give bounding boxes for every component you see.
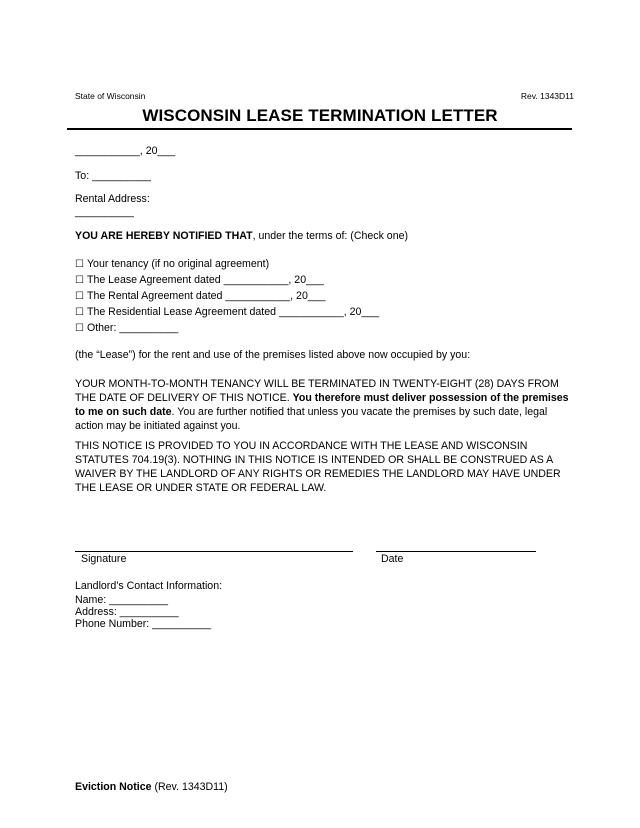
contact-heading: Landlord’s Contact Information:: [75, 580, 223, 592]
notice-intro-bold: YOU ARE HEREBY NOTIFIED THAT: [75, 230, 253, 242]
contact-phone: Phone Number: __________: [75, 618, 212, 630]
rental-address-label: Rental Address:: [75, 193, 150, 205]
contact-address: Address: __________: [75, 606, 179, 618]
footer-bold: Eviction Notice: [75, 781, 152, 793]
rental-address-blank: __________: [75, 206, 134, 218]
option-label: The Residential Lease Agreement dated ___________, 20___: [86, 306, 380, 318]
option-label: Other: __________: [86, 322, 179, 334]
date-label: Date: [381, 553, 404, 565]
state-label: State of Wisconsin: [75, 91, 146, 101]
option-lease-agreement[interactable]: [75, 274, 324, 287]
termination-paragraph: [75, 377, 575, 433]
statute-paragraph: THIS NOTICE IS PROVIDED TO YOU IN ACCORDANCE WITH THE LEASE AND WISCONSIN STATUTES 704.19(3). NOTHING IN THIS NOTICE IS INTENDED OR SHALL BE CONSTRUED AS A WAIVER BY THE LANDLORD OF ANY RIGHTS OR REMEDIES THE LANDLORD MAY HAVE UNDER THE LEASE OR UNDER STATE OR FEDERAL LAW.: [75, 440, 561, 494]
option-label: Your tenancy (if no original agreement): [86, 258, 270, 270]
termination-text-1: YOUR MONTH-TO-MONTH TENANCY WILL BE TERMINATED IN TWENTY-EIGHT (28) DAYS FROM THE DATE OF DELIVERY OF THIS NOTICE.: [75, 378, 559, 404]
checkbox-icon[interactable]: ☐: [75, 307, 84, 318]
option-other[interactable]: [75, 322, 178, 335]
notice-intro: [75, 230, 408, 243]
signature-label: Signature: [81, 553, 127, 565]
option-tenancy[interactable]: [75, 258, 269, 271]
option-label: The Lease Agreement dated ___________, 20___: [86, 274, 324, 286]
document-title: WISCONSIN LEASE TERMINATION LETTER: [142, 106, 498, 125]
footer-rest: (Rev. 1343D11): [151, 781, 228, 793]
date-line-rule: [376, 551, 536, 552]
option-label: The Rental Agreement dated ___________, 20___: [86, 290, 326, 302]
notice-intro-rest: , under the terms of: (Check one): [252, 230, 409, 242]
checkbox-icon[interactable]: ☐: [75, 323, 84, 334]
option-residential-lease[interactable]: [75, 306, 379, 319]
termination-text-bold: You therefore must deliver possession of the premises to me on such date: [75, 392, 569, 418]
termination-text-2: . You are further notified that unless you vacate the premises by such date, legal action may be initiated against you.: [75, 406, 548, 432]
lease-line: (the “Lease”) for the rent and use of the premises listed above now occupied by you:: [75, 349, 471, 361]
date-line: ___________, 20___: [75, 145, 176, 157]
title-rule: [67, 128, 572, 130]
option-rental-agreement[interactable]: [75, 290, 326, 303]
signature-line: [75, 551, 353, 552]
revision-label: Rev. 1343D11: [520, 91, 574, 101]
contact-name: Name: __________: [75, 594, 169, 606]
checkbox-icon[interactable]: ☐: [75, 259, 84, 270]
footer: [75, 781, 228, 794]
checkbox-icon[interactable]: ☐: [75, 291, 84, 302]
checkbox-icon[interactable]: ☐: [75, 275, 84, 286]
to-line: To: __________: [75, 170, 151, 182]
